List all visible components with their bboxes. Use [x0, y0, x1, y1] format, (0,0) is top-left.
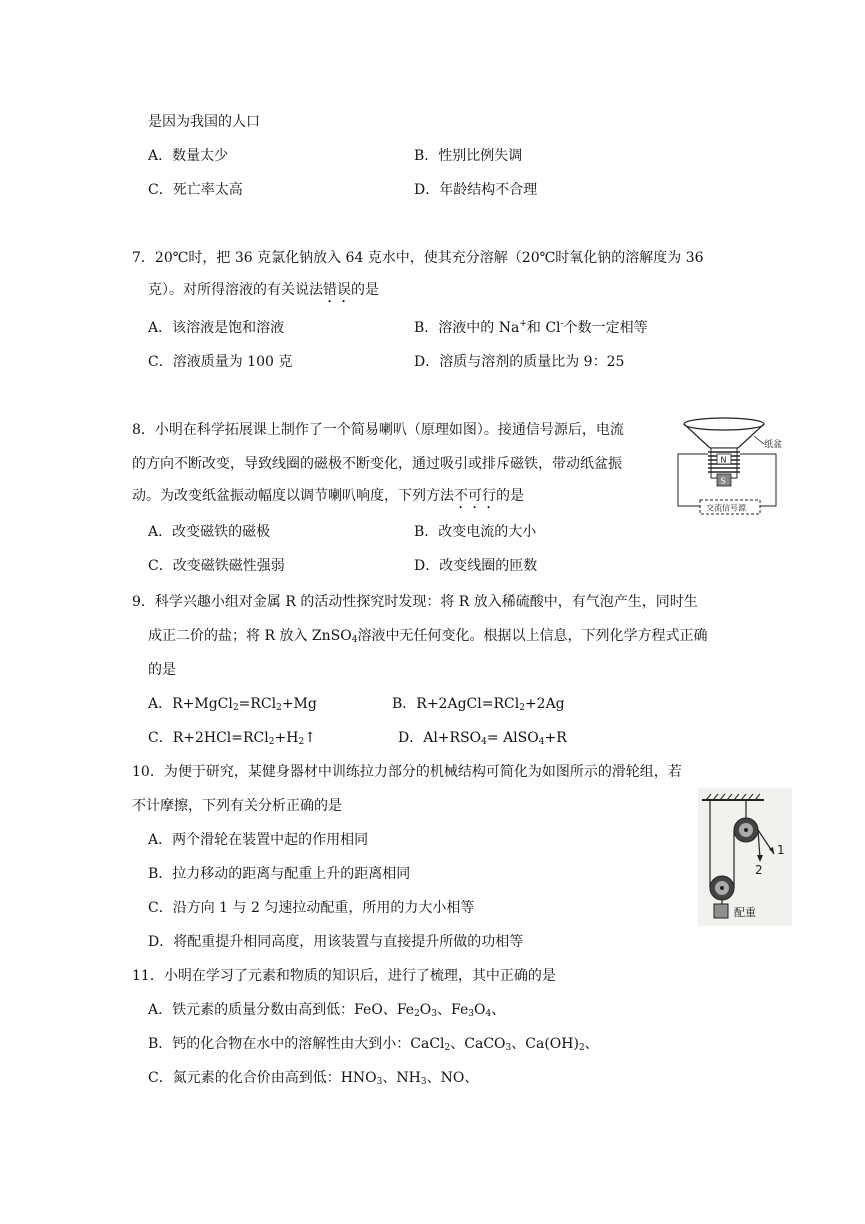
speaker-diagram — [672, 414, 797, 522]
q7-emphasis: 错误 — [323, 282, 351, 298]
magnet-s-label: S — [720, 476, 726, 486]
q9-stem-line2: 成正二价的盐；将 R 放入 ZnSO$_4$溶液中无任何变化。根据以上信息，下列化学方程式正确 — [148, 628, 708, 645]
q6-option-d: D．年龄结构不合理 — [414, 182, 538, 198]
q11-option-b: B．钙的化合物在水中的溶解性由大到小：CaCl$_2$、CaCO$_3$、$Ca(OH)_2$、 — [148, 1036, 599, 1053]
q7-option-b: B．溶液中的 Na+和 Cl-个数一定相等 — [414, 319, 648, 336]
q10-option-c: C．沿方向 1 与 2 匀速拉动配重，所用的力大小相等 — [148, 900, 475, 916]
q8-option-a: A．改变磁铁的磁极 — [148, 524, 271, 540]
pulley-diagram — [698, 788, 792, 926]
q8-stem-line3: 动。为改变纸盆振动幅度以调节喇叭响度，下列方法不可行的是 — [132, 488, 524, 504]
q7-option-c: C．溶液质量为 100 克 — [148, 354, 293, 370]
source-label: 交流信号源 — [706, 503, 746, 513]
q9-option-c: C．$R+2HCl=RCl_2+H_2↑$ — [148, 730, 316, 747]
q9-option-a: A．R+MgCl$_2$=RCl$_2$+Mg — [148, 696, 317, 713]
q7-stem-line2: 克）。对所得溶液的有关说法错误的是 — [148, 282, 379, 298]
q6-option-b: B．性别比例失调 — [414, 148, 523, 164]
q8-option-b: B．改变电流的大小 — [414, 524, 537, 540]
q8-option-c: C．改变磁铁磁性强弱 — [148, 558, 285, 574]
q10-option-d: D．将配重提升相同高度，用该装置与直接提升所做的功相等 — [148, 934, 524, 950]
magnet-n-label: N — [720, 455, 727, 465]
cone-label: 纸盆 — [764, 440, 783, 450]
q9-option-b: B．R+2AgCl=RCl$_2$+2Ag — [392, 696, 565, 713]
q6-option-c: C．死亡率太高 — [148, 182, 243, 198]
q6-option-a: A．数量太少 — [148, 148, 229, 164]
q8-stem-line2: 的方向不断改变，导致线圈的磁极不断变化，通过吸引或排斥磁铁，带动纸盆振 — [132, 456, 622, 472]
q9-stem-line3: 的是 — [148, 662, 176, 678]
q11-option-a: A．铁元素的质量分数由高到低：FeO、$Fe_2O_3$、$Fe_3O_4$、 — [148, 1002, 506, 1019]
q7-stem-line1: 7．20℃时，把 36 克氯化钠放入 64 克水中，使其充分溶解（20℃时氧化钠的溶解度为 36 — [132, 250, 704, 266]
q11-option-c: C．氮元素的化合价由高到低：$HNO_3$、$NH_3$、NO、 — [148, 1070, 479, 1087]
q9-stem-line1: 9．科学兴趣小组对金属 R 的活动性探究时发现：将 R 放入稀硫酸中，有气泡产生，同时生 — [132, 594, 698, 610]
direction-2-label: 2 — [755, 863, 763, 877]
q9-option-d: D．$Al+RSO_4=$ AlSO$_4$+R — [398, 730, 567, 747]
q8-option-d: D．改变线圈的匝数 — [414, 558, 538, 574]
direction-1-label: 1 — [777, 843, 785, 857]
q11-stem-line1: 11．小明在学习了元素和物质的知识后，进行了梳理，其中正确的是 — [132, 968, 556, 984]
q10-option-b: B．拉力移动的距离与配重上升的距离相同 — [148, 866, 411, 882]
q8-emphasis: 不可行 — [454, 488, 496, 504]
q10-option-a: A．两个滑轮在装置中起的作用相同 — [148, 832, 369, 848]
q7-option-d: D．溶质与溶剂的质量比为 9：25 — [414, 354, 625, 370]
q10-stem-line1: 10．为便于研究，某健身器材中训练拉力部分的机械结构可简化为如图所示的滑轮组，若 — [132, 764, 682, 780]
q8-stem-line1: 8．小明在科学拓展课上制作了一个简易喇叭（原理如图）。接通信号源后，电流 — [132, 422, 624, 438]
q10-stem-line2: 不计摩擦，下列有关分析正确的是 — [132, 798, 342, 814]
weight-label: 配重 — [734, 906, 756, 919]
q7-option-a: A．该溶液是饱和溶液 — [148, 320, 285, 336]
q6-stem-continued: 是因为我国的人口 — [148, 114, 260, 130]
